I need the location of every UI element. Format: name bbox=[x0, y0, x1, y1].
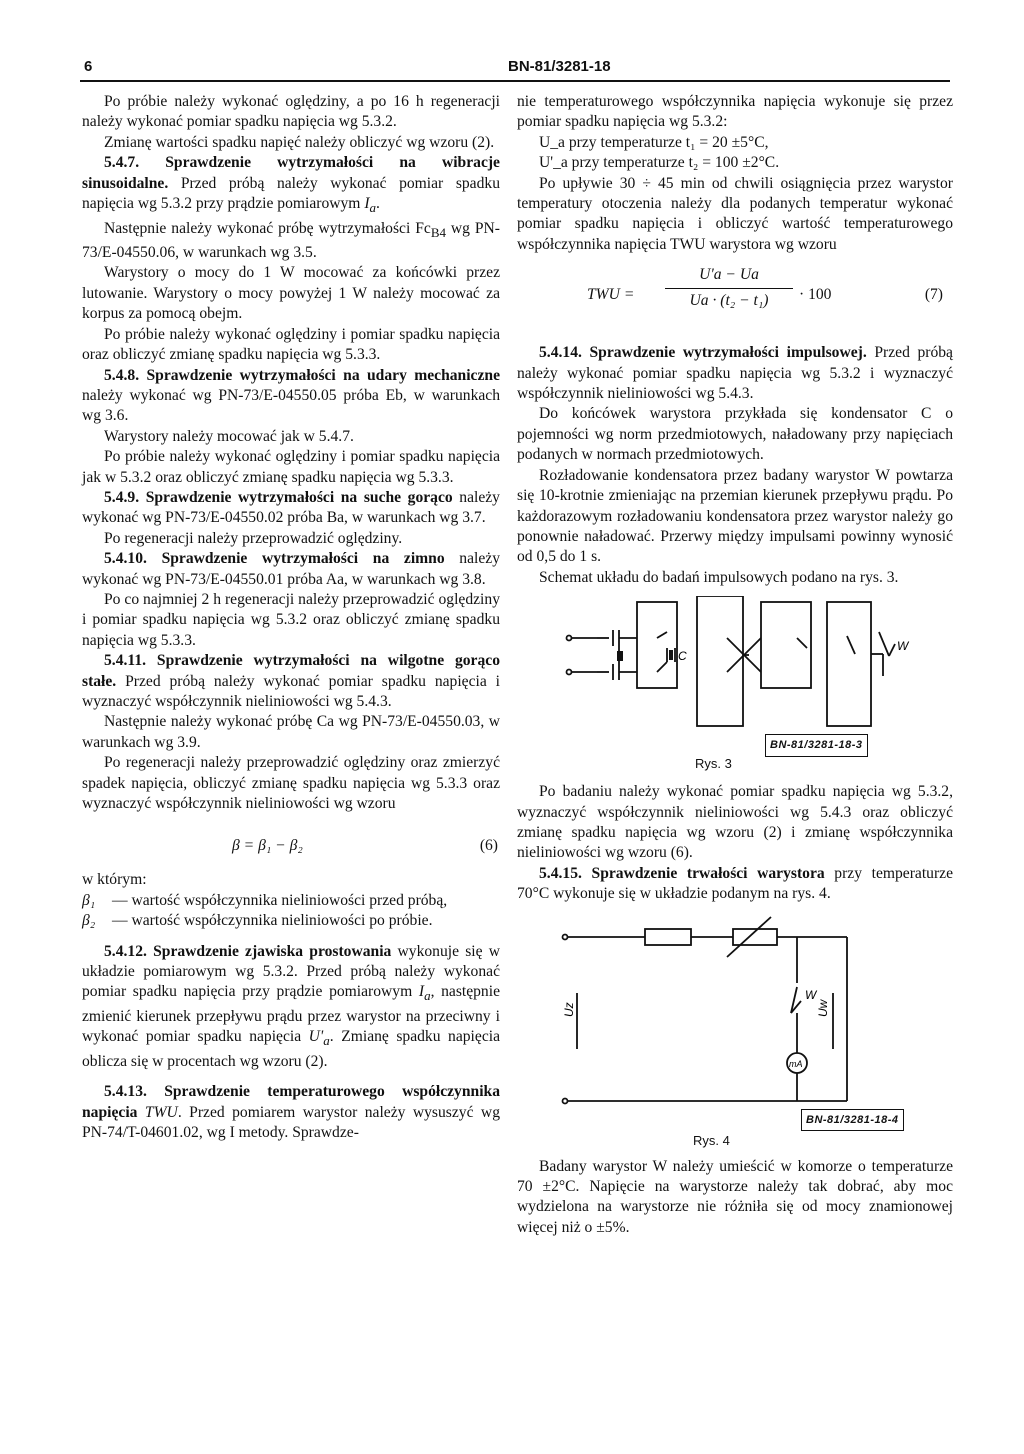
subscript: B4 bbox=[430, 224, 446, 240]
subscript: a bbox=[424, 988, 431, 1004]
formula-7 bbox=[517, 265, 953, 331]
paragraph: U_a przy temperaturze t₁ = 20 ±5°C, bbox=[539, 133, 769, 151]
paragraph: Następnie należy wykonać próbę Ca wg PN-73/E-04550.03, w warunkach wg 3.9. bbox=[82, 713, 500, 751]
section-text: . bbox=[376, 195, 380, 213]
section-number: 5.4.10. bbox=[104, 550, 147, 568]
paragraph: Po regeneracji należy przeprowadzić oględziny. bbox=[104, 529, 403, 547]
symbol: I bbox=[364, 195, 370, 213]
varistor-label: W bbox=[805, 987, 817, 1002]
section-5-4-8 bbox=[82, 366, 500, 427]
paragraph: Po próbie należy wykonać oględziny, a po 16 h regeneracji należy wykonać pomiar spadku napięcia wg 5.3.2. bbox=[82, 93, 500, 131]
symbol: TWU bbox=[144, 1103, 178, 1121]
formula-6 bbox=[82, 826, 500, 870]
section-text: wykonuje się w układzie pomiarowym wg 5.3.2. Przed próbą należy wykonać pomiar spadku napięcia przy prądzie pomiarowym bbox=[82, 942, 500, 1001]
subscript: a bbox=[323, 1033, 330, 1049]
section-text: Przed próbą należy wykonać pomiar spadku napięcia i wyznaczyć współczynnik nieliniowości wg 5.4.3. bbox=[82, 672, 500, 710]
page-number: 6 bbox=[84, 58, 93, 75]
section-number: 5.4.9. bbox=[104, 488, 140, 506]
milliammeter-label: mA bbox=[789, 1058, 803, 1069]
figure-3-code: BN-81/3281-18-3 bbox=[765, 734, 868, 756]
section-text: należy wykonać wg PN-73/E-04550.01 próba Aa, w warunkach wg 3.8. bbox=[82, 550, 500, 588]
varistor-voltage-label: Uw bbox=[816, 999, 830, 1017]
formula: β = β₁ − β₂ bbox=[232, 837, 303, 855]
section-text: Przed próbą należy wykonać pomiar spadku napięcia wg 5.3.2 przy prądzie pomiarowym bbox=[82, 174, 500, 213]
paragraph-text: Następnie należy wykonać próbę wytrzymałości Fc bbox=[104, 219, 431, 237]
paragraph: Rozładowanie kondensatora przez badany warystor W powtarza się 10-krotnie zmieniając na przemian kierunek przepływu prądu. Po każdorazowym rozładowaniu kondensatora przez warystor należy go ponownie naładować. Przerwy między impulsami powinny wynosić od 0,5 do 1 s. bbox=[517, 466, 953, 566]
paragraph: Po upływie 30 ÷ 45 min od chwili osiągnięcia przez warystor temperatury otoczenia należy dla podanych temperatur wykonać pomiar spadku napięcia i obliczyć wartość temperaturowego współczynnika napięcia TWU warystora wg wzoru bbox=[517, 174, 953, 253]
paragraph: Zmianę wartości spadku napięć należy obliczyć wg wzoru (2). bbox=[104, 133, 495, 151]
paragraph: U'_a przy temperaturze t₂ = 100 ±2°C. bbox=[539, 154, 780, 172]
section-title: Sprawdzenie wytrzymałości na wilgotne gorąco stałe. bbox=[82, 652, 500, 690]
section-title: Sprawdzenie wytrzymałości na wibracje sinusoidalne. bbox=[82, 154, 500, 192]
definition-text: — wartość współczynnika nieliniowości przed próbą, bbox=[112, 891, 448, 909]
paragraph: Warystory należy mocować jak w 5.4.7. bbox=[104, 427, 354, 445]
section-number: 5.4.7. bbox=[104, 154, 140, 172]
denominator: Ua · (t₂ − t₁) bbox=[689, 291, 769, 309]
fraction bbox=[665, 265, 793, 311]
right-column bbox=[517, 92, 953, 1238]
paragraph: Po próbie należy wykonać oględziny i pomiar spadku napięcia oraz obliczyć zmianę spadku napięcia wg 5.3.3. bbox=[82, 325, 500, 364]
section-text: . Przed pomiarem warystor należy wysuszyć wg PN-74/T-04601.02, wg I metody. Sprawdze- bbox=[82, 1103, 500, 1142]
figure-4-code: BN-81/3281-18-4 bbox=[801, 1109, 904, 1131]
equation-number: (6) bbox=[479, 837, 498, 855]
section-title: Sprawdzenie wytrzymałości na zimno bbox=[161, 550, 445, 568]
symbol: β₂ bbox=[82, 912, 96, 930]
paragraph: Badany warystor W należy umieścić w komorze o temperaturze 70 ±2°C. Napięcie na warystorze należy tak dobrać, aby moc wydzielona na warystorze nie różniła się od mocy znamionowej więcej niż o ±5%. bbox=[517, 1157, 953, 1236]
section-number: 5.4.13. bbox=[104, 1083, 147, 1101]
section-5-4-12 bbox=[82, 942, 500, 1073]
section-number: 5.4.12. bbox=[104, 942, 147, 960]
left-column bbox=[82, 92, 500, 1144]
subscript: a bbox=[369, 200, 377, 216]
section-5-4-7 bbox=[82, 153, 500, 218]
paragraph-text: wg PN-73/E-04550.06, w warunkach wg 3.5. bbox=[82, 219, 500, 262]
symbol: I bbox=[418, 983, 425, 1001]
capacitor-label: C bbox=[678, 649, 687, 664]
section-title: Sprawdzenie trwałości warystora bbox=[591, 864, 825, 882]
section-text: należy wykonać wg PN-73/E-04550.02 próba Ba, w warunkach wg 3.7. bbox=[82, 488, 500, 527]
section-number: 5.4.11. bbox=[104, 652, 147, 670]
section-title: Sprawdzenie wytrzymałości impulsowej. bbox=[589, 344, 867, 362]
paragraph: Schemat układu do badań impulsowych podano na rys. 3. bbox=[539, 568, 899, 586]
paragraph: Po próbie należy wykonać oględziny i pomiar spadku napięcia jak w 5.3.2 oraz obliczyć zmianę spadku napięcia wg 5.3.3. bbox=[82, 448, 500, 486]
paragraph: w którym: bbox=[82, 871, 147, 889]
paragraph: Po badaniu należy wykonać pomiar spadku napięcia wg 5.3.2, wyznaczyć współczynnik nieliniowości wg 5.4.3 oraz obliczyć zmianę spadku napięcia wg wzoru (2) i zmianę współczynnika nieliniowości wg wzoru (6). bbox=[517, 783, 953, 862]
definition-item bbox=[82, 911, 500, 931]
figure-3-caption: Rys. 3 bbox=[695, 756, 732, 772]
section-5-4-14 bbox=[517, 343, 953, 404]
varistor-label: W bbox=[897, 639, 909, 654]
figure-4-caption: Rys. 4 bbox=[693, 1132, 730, 1148]
paragraph: Po regeneracji należy przeprowadzić oględziny oraz zmierzyć spadek napięcia, obliczyć zmianę spadku napięcia wg 5.3.3 oraz wyznaczyć współczynnik nieliniowości wg wzoru bbox=[82, 754, 500, 813]
paragraph: nie temperaturowego współczynnika napięcia wykonuje się przez pomiar spadku napięcia wg 5.3.2: bbox=[517, 93, 953, 131]
section-number: 5.4.14. bbox=[539, 344, 582, 362]
equation-number: (7) bbox=[924, 286, 943, 304]
document-number: BN-81/3281-18 bbox=[508, 58, 611, 75]
definition-text: — wartość współczynnika nieliniowości po próbie. bbox=[112, 912, 433, 930]
section-5-4-9 bbox=[82, 488, 500, 529]
supply-voltage-label: Uz bbox=[562, 1001, 576, 1017]
figure-4 bbox=[517, 913, 953, 1149]
section-number: 5.4.15. bbox=[539, 864, 582, 882]
paragraph: Do końcówek warystora przykłada się kondensator C o pojemności wg norm przedmiotowych, naładowany przy napięciach podanych w normach przedmiotowych. bbox=[517, 405, 953, 464]
definition-item bbox=[82, 891, 500, 911]
section-text: Przed próbą należy wykonać pomiar spadku napięcia wg 5.3.2 i wyznaczyć współczynnik nieliniowości wg 5.4.3. bbox=[517, 344, 953, 403]
section-title: Sprawdzenie wytrzymałości na udary mechaniczne bbox=[146, 366, 500, 384]
section-text: przy temperaturze 70°C wykonuje się w układzie podanym na rys. 4. bbox=[517, 864, 953, 903]
section-text: należy wykonać wg PN-73/E-04550.05 próba Eb, w warunkach wg 3.6. bbox=[82, 386, 500, 425]
section-text: , następnie zmienić kierunek przepływu prądu przez warystor na przeciwny i wykonać pomiar spadku napięcia bbox=[82, 983, 500, 1046]
section-title: Sprawdzenie zjawiska prostowania bbox=[153, 942, 392, 960]
section-title: Sprawdzenie temperaturowego współczynnika napięcia bbox=[82, 1083, 500, 1121]
figure-3 bbox=[517, 596, 953, 774]
section-title: Sprawdzenie wytrzymałości na suche gorąco bbox=[145, 488, 453, 506]
paragraph: Po co najmniej 2 h regeneracji należy przeprowadzić oględziny i pomiar spadku napięcia wg 5.3.2 oraz obliczyć zmianę spadku napięcia wg 5.3.3. bbox=[82, 590, 500, 649]
symbol: β₁ bbox=[82, 891, 96, 909]
symbol: U' bbox=[308, 1028, 324, 1046]
circuit-diagram-3 bbox=[517, 596, 953, 774]
section-5-4-15 bbox=[517, 864, 953, 905]
formula-lhs: TWU = bbox=[587, 286, 635, 304]
section-5-4-13 bbox=[82, 1082, 500, 1143]
section-5-4-10 bbox=[82, 549, 500, 590]
numerator: U'a − Ua bbox=[665, 265, 793, 288]
page-header bbox=[80, 58, 950, 82]
section-number: 5.4.8. bbox=[104, 366, 140, 384]
multiplier: · 100 bbox=[799, 286, 832, 304]
section-5-4-11 bbox=[82, 651, 500, 712]
section-text: . Zmianę spadku napięcia oblicza się w procentach wg wzoru (2). bbox=[82, 1028, 500, 1070]
paragraph bbox=[82, 219, 500, 264]
paragraph: Warystory o mocy do 1 W mocować za końcówki przez lutowanie. Warystory o mocy powyżej 1 W należy mocować za korpus za pomocą obejm. bbox=[82, 264, 500, 323]
